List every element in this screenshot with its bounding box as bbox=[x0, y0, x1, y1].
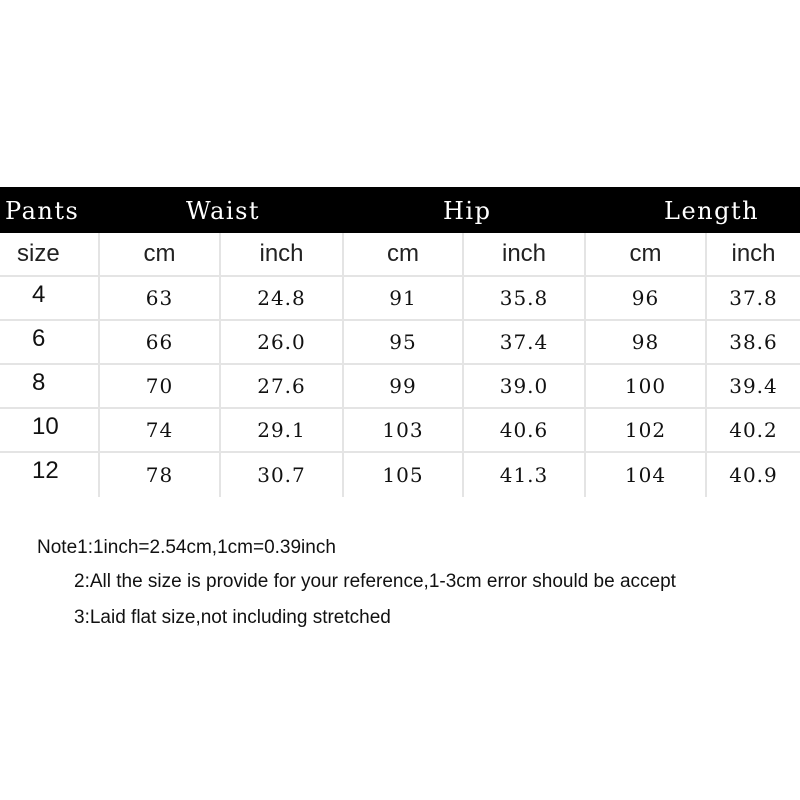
table-row bbox=[0, 321, 800, 365]
cell-hip-cm: 105 bbox=[344, 453, 464, 497]
cell-waist-inch: 30.7 bbox=[221, 453, 344, 497]
header-hip: Hip bbox=[443, 197, 492, 225]
cell-length-inch: 39.4 bbox=[729, 374, 778, 398]
cell-hip-cm: 103 bbox=[344, 409, 464, 451]
unit-cell-length-cm: cm bbox=[586, 233, 707, 275]
cell-length-inch: 40.9 bbox=[729, 463, 778, 487]
cell-waist-inch: 29.1 bbox=[221, 409, 344, 451]
table-row bbox=[0, 277, 800, 321]
cell-hip-inch: 41.3 bbox=[464, 453, 586, 497]
cell-waist-inch: 26.0 bbox=[221, 321, 344, 363]
cell-waist-cm: 74 bbox=[100, 409, 221, 451]
cell-length-cm: 104 bbox=[586, 453, 707, 497]
cell-length-cm: 96 bbox=[586, 277, 707, 319]
cell-waist-inch: 24.8 bbox=[221, 277, 344, 319]
note-conversion: Note1:1inch=2.54cm,1cm=0.39inch bbox=[37, 537, 336, 558]
header-waist: Waist bbox=[186, 197, 261, 225]
cell-length-inch: 37.8 bbox=[729, 286, 778, 310]
note-laid-flat: 3:Laid flat size,not including stretched bbox=[74, 607, 391, 628]
cell-length-inch: 38.6 bbox=[729, 330, 778, 354]
unit-cell-waist-inch: inch bbox=[221, 233, 344, 275]
unit-cell-hip-cm: cm bbox=[344, 233, 464, 275]
note-reference: 2:All the size is provide for your reference,1-3cm error should be accept bbox=[74, 571, 676, 592]
cell-waist-inch: 27.6 bbox=[221, 365, 344, 407]
table-header-bar bbox=[0, 187, 800, 233]
cell-hip-inch: 39.0 bbox=[464, 365, 586, 407]
cell-size: 6 bbox=[0, 321, 100, 363]
table-row bbox=[0, 409, 800, 453]
cell-waist-cm: 70 bbox=[100, 365, 221, 407]
cell-waist-cm: 63 bbox=[100, 277, 221, 319]
cell-size: 8 bbox=[0, 365, 100, 407]
cell-size: 12 bbox=[0, 453, 100, 497]
unit-cell-waist-cm: cm bbox=[100, 233, 221, 275]
cell-length-cm: 100 bbox=[586, 365, 707, 407]
cell-hip-cm: 95 bbox=[344, 321, 464, 363]
cell-hip-inch: 37.4 bbox=[464, 321, 586, 363]
cell-size: 4 bbox=[0, 277, 100, 319]
unit-cell-hip-inch: inch bbox=[464, 233, 586, 275]
cell-size: 10 bbox=[0, 409, 100, 451]
size-chart-table bbox=[0, 187, 800, 497]
cell-waist-cm: 78 bbox=[100, 453, 221, 497]
cell-hip-cm: 99 bbox=[344, 365, 464, 407]
cell-waist-cm: 66 bbox=[100, 321, 221, 363]
unit-cell-length-inch: inch bbox=[731, 240, 776, 267]
unit-cell-size: size bbox=[0, 233, 100, 275]
header-pants: Pants bbox=[5, 197, 80, 225]
units-row bbox=[0, 233, 800, 277]
cell-hip-inch: 35.8 bbox=[464, 277, 586, 319]
table-row bbox=[0, 365, 800, 409]
cell-length-inch: 40.2 bbox=[729, 418, 778, 442]
cell-length-cm: 98 bbox=[586, 321, 707, 363]
cell-hip-inch: 40.6 bbox=[464, 409, 586, 451]
header-length: Length bbox=[664, 197, 760, 225]
table-row bbox=[0, 453, 800, 497]
cell-hip-cm: 91 bbox=[344, 277, 464, 319]
cell-length-cm: 102 bbox=[586, 409, 707, 451]
